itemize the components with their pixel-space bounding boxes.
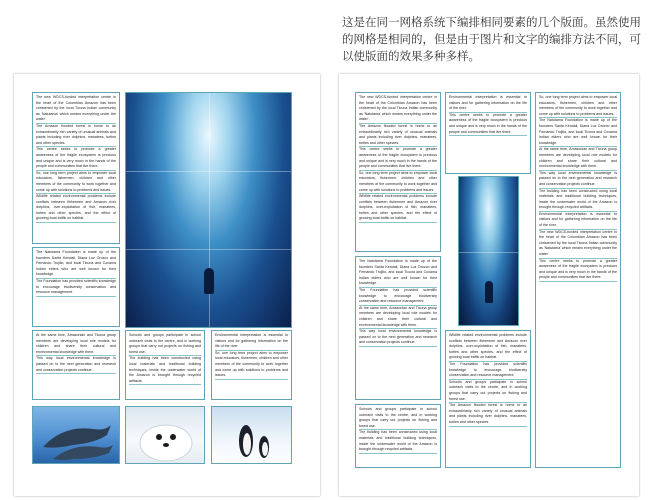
text-column: Wildlife related environmental problems include conflicts between fishermen and Amazon river dolphins, over-exploitation of fish, manatees, turtles and other species, and the effect of growing boat traffic on habitat. The Foundation has provided scientific knowledge to encourage biodiversity conservation and resource management. Schools and groups participate in school outreach visits to the centre, and in working groups that carry out projects on fishing and forest use. The Amazon flooded forest is home to an extraordinarily rich variety of unusual animals and plants including river dolphins, manatees, turtles and other species. <box>445 330 531 468</box>
caption: 这是在同一网格系统下编排相同要素的几个版面。虽然使用的网格是相同的，但是由于图片和文字的编排方法不同，可以使版面的效果多种多样。 <box>342 15 641 63</box>
seal-photo <box>125 406 205 464</box>
text-column: At the same time, Amazonian and Ticuna group members are developing local role models for children and share their cultural and environmental knowledge with them. This way local environmental knowledge is passed on to the next generation and research and conservation projects continue. <box>32 330 120 400</box>
diver-silhouette <box>204 268 214 294</box>
layout-page-right <box>339 74 639 496</box>
text-column: Schools and groups participate in school outreach visits to the centre, and in working groups that carry out projects on fishing and forest use. The building has been constructed using local materials and traditional building techniques, inside the underwater world of the Amazon is brought through recycled artifacts. <box>125 330 205 400</box>
text-column: The Natutama Foundation is made up of the founders Sarita Kendall, Diana Luz Orozco and Fernando Trujillo, and local Ticuna and Cocama Indian elders who are well known for their knowledge. The Foundation has provided scientific knowledge to encourage biodiversity conservation and resource management. At the same time, Amazonian and Ticuna group members are developing local role models for children and share their cultural and environmental knowledge with them. This way local environmental knowledge is passed on to the next generation and research and conservation projects continue. <box>355 256 441 400</box>
text-column: Environmental interpretation is essential to visitors and for gathering information on the life of the river. This centre seeks to promote a greater awareness of the fragile ecosystem is precious and unique and is very much in the hands of the people and communities that live there. <box>445 92 531 174</box>
layout-page-left <box>14 74 320 496</box>
text-column: The new WDCS-funded interpretation centre in the heart of the Colombian Amazon has been christened by the local Ticuna Indian community as 'Natutama' which means everything under the water'. The Amazon flooded forest is home to an extraordinarily rich variety of unusual animals and plants including river dolphins, manatees, turtles and other species. This centre seeks to promote a greater awareness of the fragile ecosystem is precious and unique and is very much in the hands of the people and communities that live there. So, one long term project aims to empower local educators, fishermen, children and other members of the community to work together and come up with solutions to problems and issues. Wildlife related environmental problems include conflicts between fishermen and Amazon river dolphins, over-exploitation of fish, manatees, turtles and other species, and the effect of growing boat traffic on habitat. <box>32 92 120 244</box>
text-column: Environmental interpretation is essential to visitors and for gathering information on the life of the river. So, one long term project aims to empower local educators, fishermen, children and other members of the community to work together and come up with solutions to problems and issues. <box>211 330 292 400</box>
text-column: So, one long term project aims to empower local educators, fishermen, children and other members of the community to work together and come up with solutions to problems and issues. The Natutama Foundation is made up of the founders Sarita Kendall, Diana Luz Orozco and Fernando Trujillo, and local Ticuna and Cocama Indian elders who are well known for their knowledge. At the same time, Amazonian and Ticuna group members are developing local role models for children and share their cultural and environmental knowledge with them. This way local environmental knowledge is passed on to the next generation and research and conservation projects continue. The building has been constructed using local materials and traditional building techniques, inside the underwater world of the Amazon is brought through recycled artifacts. Environmental interpretation is essential to visitors and for gathering information on the life of the river. The new WDCS-funded interpretation centre in the heart of the Colombian Amazon has been christened by the local Ticuna Indian community as 'Natutama' which means everything under the water'. This centre seeks to promote a greater awareness of the fragile ecosystem is precious and unique and is very much in the hands of the people and communities that live there. <box>535 92 621 468</box>
penguin-photo <box>211 406 292 464</box>
underwater-photo <box>458 176 519 326</box>
underwater-photo <box>125 92 292 328</box>
dolphin-photo <box>32 406 120 464</box>
text-column: The new WDCS-funded interpretation centre in the heart of the Colombian Amazon has been christened by the local Ticuna Indian community as 'Natutama' which means everything under the water'. The Amazon flooded forest is home to an extraordinarily rich variety of unusual animals and plants including river dolphins, manatees, turtles and other species. This centre seeks to promote a greater awareness of the fragile ecosystem is precious and unique and is very much in the hands of the people and communities that live there. So, one long term project aims to empower local educators, fishermen, children and other members of the community to work together and come up with solutions to problems and issues. Wildlife related environmental problems include conflicts between fishermen and Amazon river dolphins, over-exploitation of fish, manatees, turtles and other species, and the effect of growing boat traffic on habitat. <box>355 92 441 252</box>
diver-silhouette <box>485 281 493 303</box>
text-column: The Natutama Foundation is made up of the founders Sarita Kendall, Diana Luz Orozco and Fernando Trujillo, and local Ticuna and Cocama Indian elders who are well known for their knowledge. The Foundation has provided scientific knowledge to encourage biodiversity conservation and resource management. <box>32 247 120 327</box>
text-column: Schools and groups participate in school outreach visits to the centre, and in working groups that carry out projects on fishing and forest use. The building has been constructed using local materials and traditional building techniques, inside the underwater world of the Amazon is brought through recycled artifacts. <box>355 404 441 468</box>
